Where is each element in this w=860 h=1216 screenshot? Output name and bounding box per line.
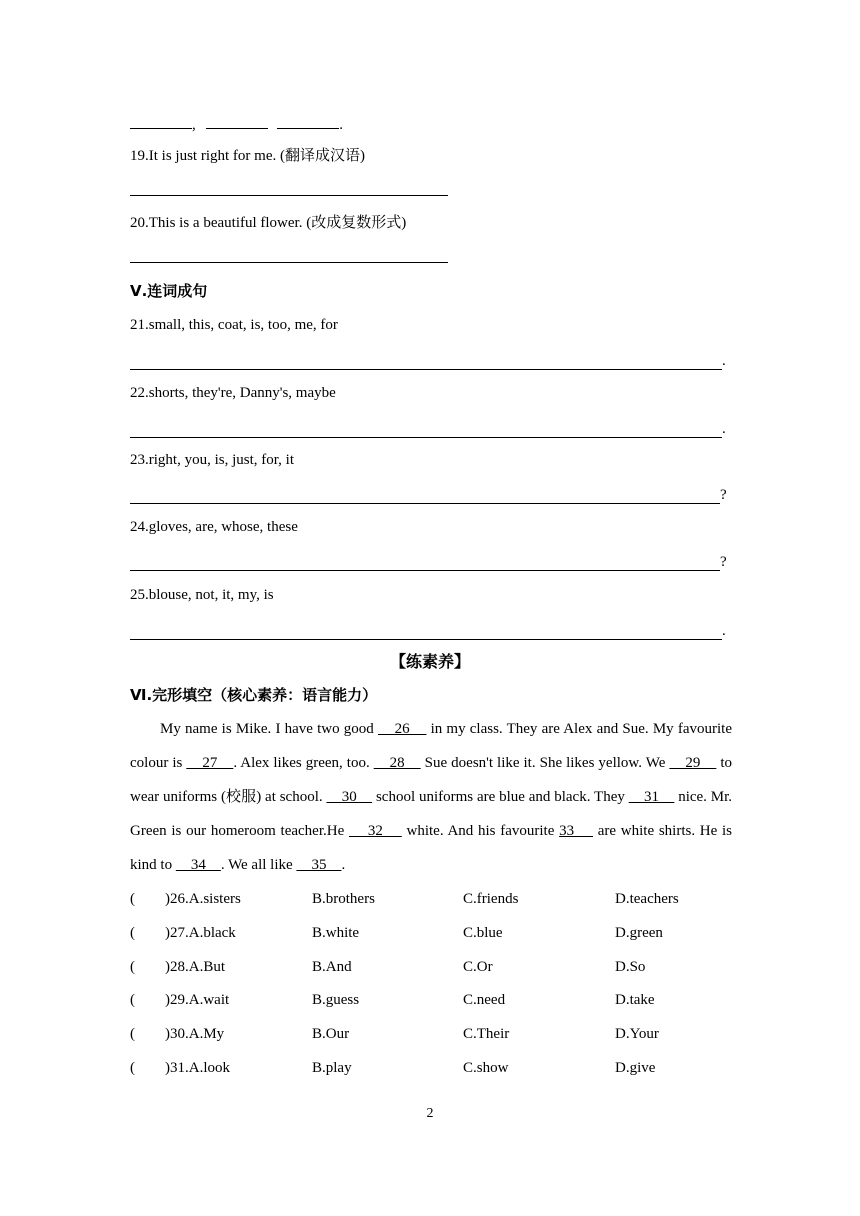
question-23: 23.right, you, is, just, for, it xyxy=(130,452,294,468)
question-25: 25.blouse, not, it, my, is xyxy=(130,587,274,603)
answer-paren[interactable]: ( xyxy=(130,925,135,941)
option-c[interactable]: C.Or xyxy=(463,959,493,975)
blank-31[interactable]: 31 xyxy=(628,789,675,805)
blank-26[interactable]: 26 xyxy=(377,721,427,737)
question-19: 19.It is just right for me. (翻译成汉语) xyxy=(130,148,365,164)
blank-35[interactable]: 35 xyxy=(296,857,342,873)
end-punct-24: ? xyxy=(720,554,727,570)
question-24: 24.gloves, are, whose, these xyxy=(130,519,298,535)
option-a[interactable]: )31.A.look xyxy=(165,1060,230,1076)
end-punct-25: . xyxy=(722,623,726,639)
answer-paren[interactable]: ( xyxy=(130,891,135,907)
option-b[interactable]: B.white xyxy=(312,925,360,941)
answer-paren[interactable]: ( xyxy=(130,992,135,1008)
blank-32[interactable]: 32 xyxy=(348,823,402,839)
blank-33[interactable]: 33 xyxy=(559,823,594,839)
option-c[interactable]: C.friends xyxy=(463,891,519,907)
question-20: 20.This is a beautiful flower. (改成复数形式) xyxy=(130,215,407,231)
option-a[interactable]: )29.A.wait xyxy=(165,992,230,1008)
option-b[interactable]: B.And xyxy=(312,959,352,975)
question-22: 22.shorts, they're, Danny's, maybe xyxy=(130,385,336,401)
option-d[interactable]: D.give xyxy=(615,1060,656,1076)
blank-34[interactable]: 34 xyxy=(175,857,221,873)
passage-seg: are white shirts. He is kind to xyxy=(130,823,733,873)
blank-3[interactable] xyxy=(277,114,339,129)
option-c[interactable]: C.show xyxy=(463,1060,509,1076)
section-5-title: Ⅴ.连词成句 xyxy=(130,282,208,300)
section-6-title: Ⅵ.完形填空（核心素养：语言能力） xyxy=(130,686,378,704)
answer-line-21[interactable] xyxy=(130,352,726,370)
option-a[interactable]: )26.A.sisters xyxy=(165,891,241,907)
option-c[interactable]: C.Their xyxy=(463,1026,510,1042)
answer-line-25[interactable] xyxy=(130,622,726,640)
blank-end: . xyxy=(339,117,343,133)
option-c[interactable]: C.blue xyxy=(463,925,503,941)
option-b[interactable]: B.Our xyxy=(312,1026,350,1042)
passage-seg: . We all like xyxy=(220,857,297,873)
answer-line-24[interactable] xyxy=(130,553,727,571)
blank-28[interactable]: 28 xyxy=(373,755,421,771)
blank-30[interactable]: 30 xyxy=(326,789,373,805)
passage-seg: . Alex likes green, too. xyxy=(233,755,374,771)
answer-line-20[interactable] xyxy=(130,262,448,263)
passage-text xyxy=(130,712,732,882)
end-punct-21: . xyxy=(722,353,726,369)
option-b[interactable]: B.brothers xyxy=(312,891,375,907)
page-number: 2 xyxy=(426,1106,434,1121)
blank-27[interactable]: 27 xyxy=(186,755,234,771)
option-a[interactable]: )30.A.My xyxy=(165,1026,225,1042)
passage-seg: in my class. They are Alex and Sue. My favourite colour is xyxy=(130,721,732,771)
end-punct-23: ? xyxy=(720,487,727,503)
question-21: 21.small, this, coat, is, too, me, for xyxy=(130,317,338,333)
option-c[interactable]: C.need xyxy=(463,992,506,1008)
passage-seg: school uniforms are blue and black. They xyxy=(372,789,629,805)
option-d[interactable]: D.Your xyxy=(615,1026,659,1042)
answer-blanks-row[interactable] xyxy=(130,114,343,134)
passage-seg: nice. Mr. Green is our homeroom teacher.He xyxy=(130,789,733,839)
answer-line-19[interactable] xyxy=(130,195,448,196)
end-punct-22: . xyxy=(722,421,726,437)
passage-seg: . xyxy=(341,857,346,873)
passage-seg: white. And his favourite xyxy=(401,823,560,839)
answer-paren[interactable]: ( xyxy=(130,1026,135,1042)
answer-paren[interactable]: ( xyxy=(130,959,135,975)
blank-separator: , xyxy=(192,117,196,133)
option-d[interactable]: D.So xyxy=(615,959,646,975)
passage-seg: Sue doesn't like it. She likes yellow. We xyxy=(420,755,670,771)
option-d[interactable]: D.take xyxy=(615,992,655,1008)
passage-seg: My name is Mike. I have two good xyxy=(160,721,378,737)
option-b[interactable]: B.guess xyxy=(312,992,360,1008)
passage-seg: to wear uniforms (校服) at school. xyxy=(130,755,733,805)
blank-1[interactable] xyxy=(130,114,192,129)
option-d[interactable]: D.teachers xyxy=(615,891,679,907)
blank-29[interactable]: 29 xyxy=(669,755,717,771)
cloze-passage xyxy=(130,712,732,882)
option-a[interactable]: )27.A.black xyxy=(165,925,236,941)
answer-paren[interactable]: ( xyxy=(130,1060,135,1076)
option-d[interactable]: D.green xyxy=(615,925,663,941)
option-b[interactable]: B.play xyxy=(312,1060,352,1076)
option-a[interactable]: )28.A.But xyxy=(165,959,225,975)
practice-title: 【练素养】 xyxy=(389,652,470,671)
answer-line-22[interactable] xyxy=(130,420,726,438)
answer-line-23[interactable] xyxy=(130,486,727,504)
blank-2[interactable] xyxy=(206,114,268,129)
